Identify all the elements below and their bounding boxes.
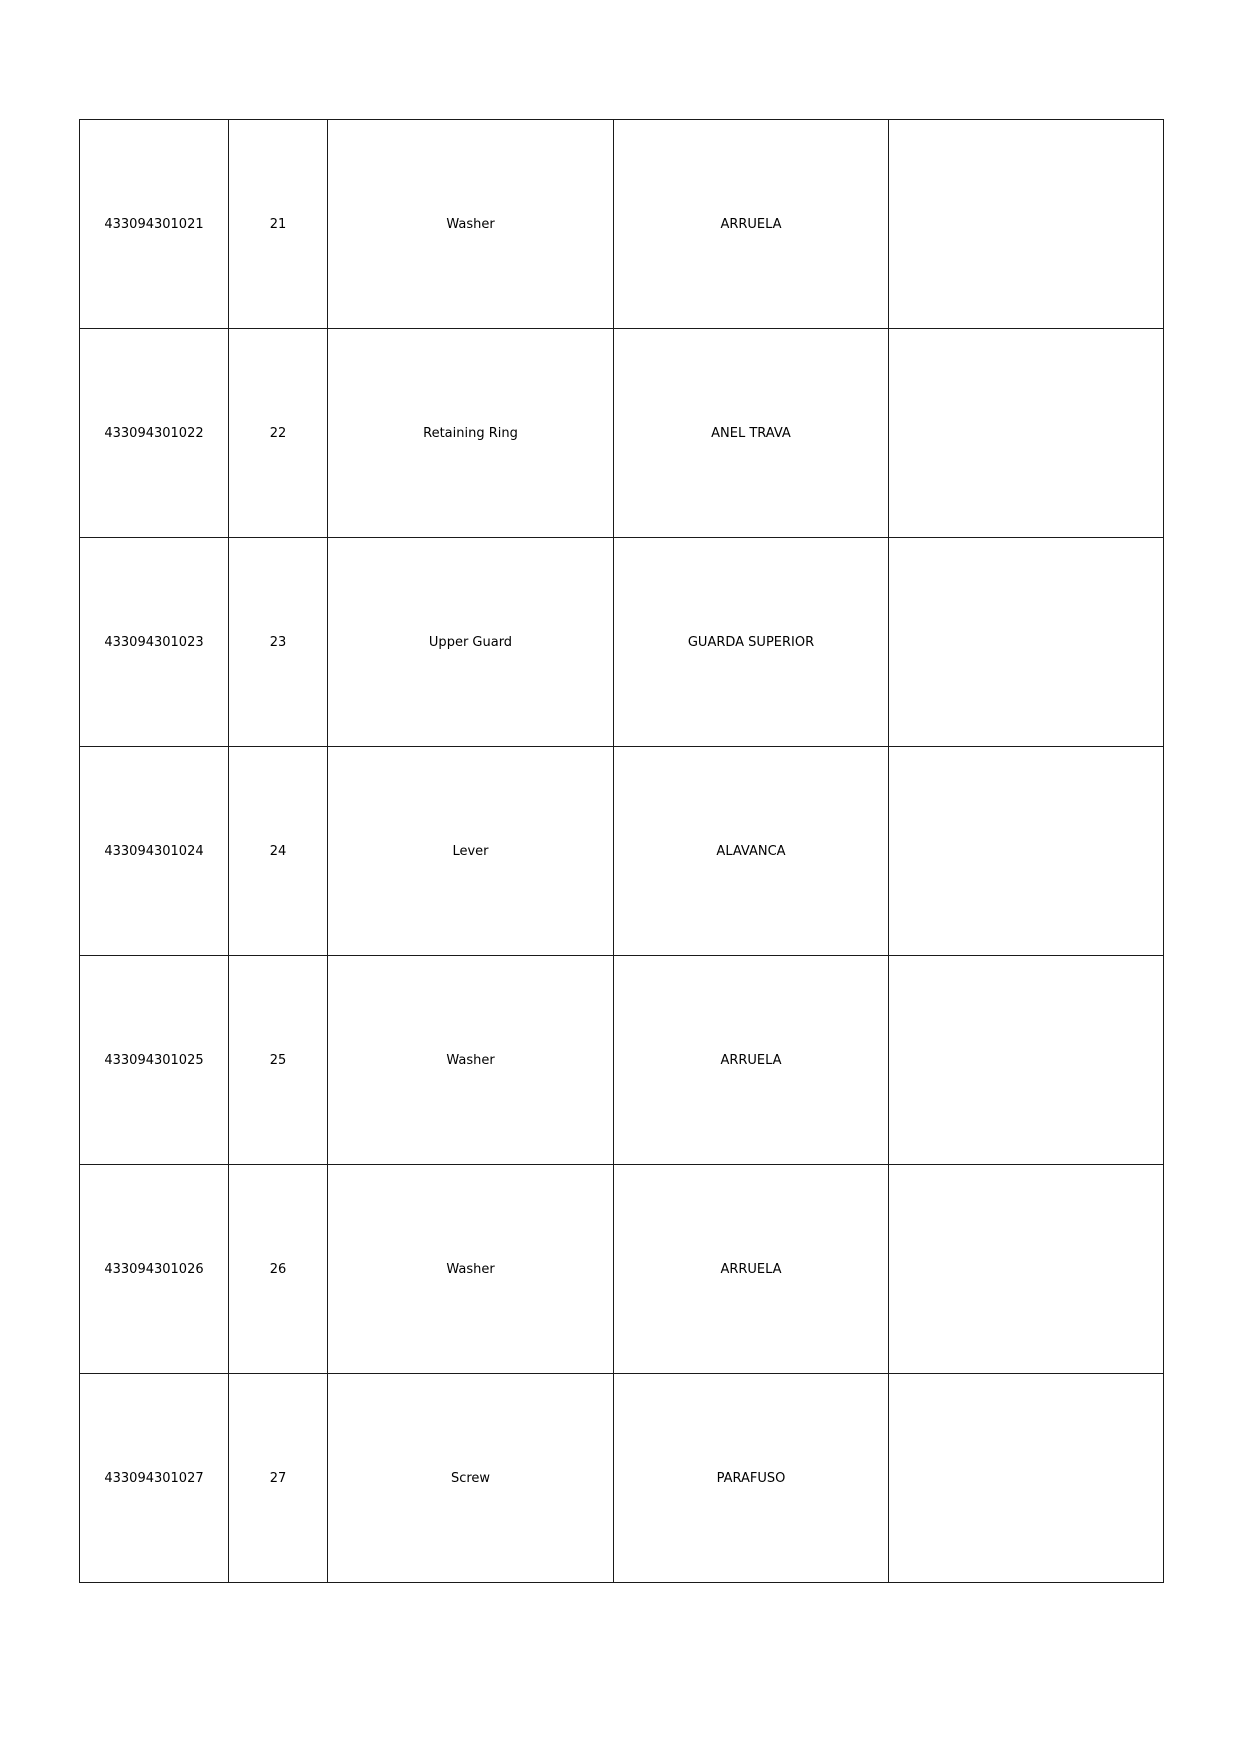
item-number-cell: 21 — [229, 120, 328, 329]
part-code-cell: 433094301023 — [80, 538, 229, 747]
table-row — [80, 1165, 1164, 1374]
description-pt-cell: ANEL TRAVA — [614, 329, 889, 538]
description-pt-cell: ARRUELA — [614, 956, 889, 1165]
table-row — [80, 329, 1164, 538]
notes-cell — [889, 747, 1164, 956]
part-code-cell: 433094301024 — [80, 747, 229, 956]
description-en-cell: Upper Guard — [328, 538, 614, 747]
description-pt-cell: PARAFUSO — [614, 1374, 889, 1583]
parts-table — [79, 119, 1164, 1583]
notes-cell — [889, 538, 1164, 747]
notes-cell — [889, 1374, 1164, 1583]
item-number-cell: 25 — [229, 956, 328, 1165]
description-en-cell: Lever — [328, 747, 614, 956]
part-code-cell: 433094301025 — [80, 956, 229, 1165]
item-number-cell: 22 — [229, 329, 328, 538]
item-number-cell: 26 — [229, 1165, 328, 1374]
description-en-cell: Washer — [328, 1165, 614, 1374]
table-row — [80, 747, 1164, 956]
description-en-cell: Washer — [328, 956, 614, 1165]
item-number-cell: 24 — [229, 747, 328, 956]
part-code-cell: 433094301026 — [80, 1165, 229, 1374]
description-en-cell: Screw — [328, 1374, 614, 1583]
part-code-cell: 433094301027 — [80, 1374, 229, 1583]
description-pt-cell: ARRUELA — [614, 1165, 889, 1374]
description-pt-cell: ARRUELA — [614, 120, 889, 329]
description-en-cell: Retaining Ring — [328, 329, 614, 538]
table-row — [80, 120, 1164, 329]
description-en-cell: Washer — [328, 120, 614, 329]
item-number-cell: 27 — [229, 1374, 328, 1583]
description-pt-cell: ALAVANCA — [614, 747, 889, 956]
part-code-cell: 433094301021 — [80, 120, 229, 329]
table-row — [80, 956, 1164, 1165]
item-number-cell: 23 — [229, 538, 328, 747]
notes-cell — [889, 120, 1164, 329]
part-code-cell: 433094301022 — [80, 329, 229, 538]
table-row — [80, 1374, 1164, 1583]
notes-cell — [889, 1165, 1164, 1374]
notes-cell — [889, 956, 1164, 1165]
notes-cell — [889, 329, 1164, 538]
table-row — [80, 538, 1164, 747]
description-pt-cell: GUARDA SUPERIOR — [614, 538, 889, 747]
